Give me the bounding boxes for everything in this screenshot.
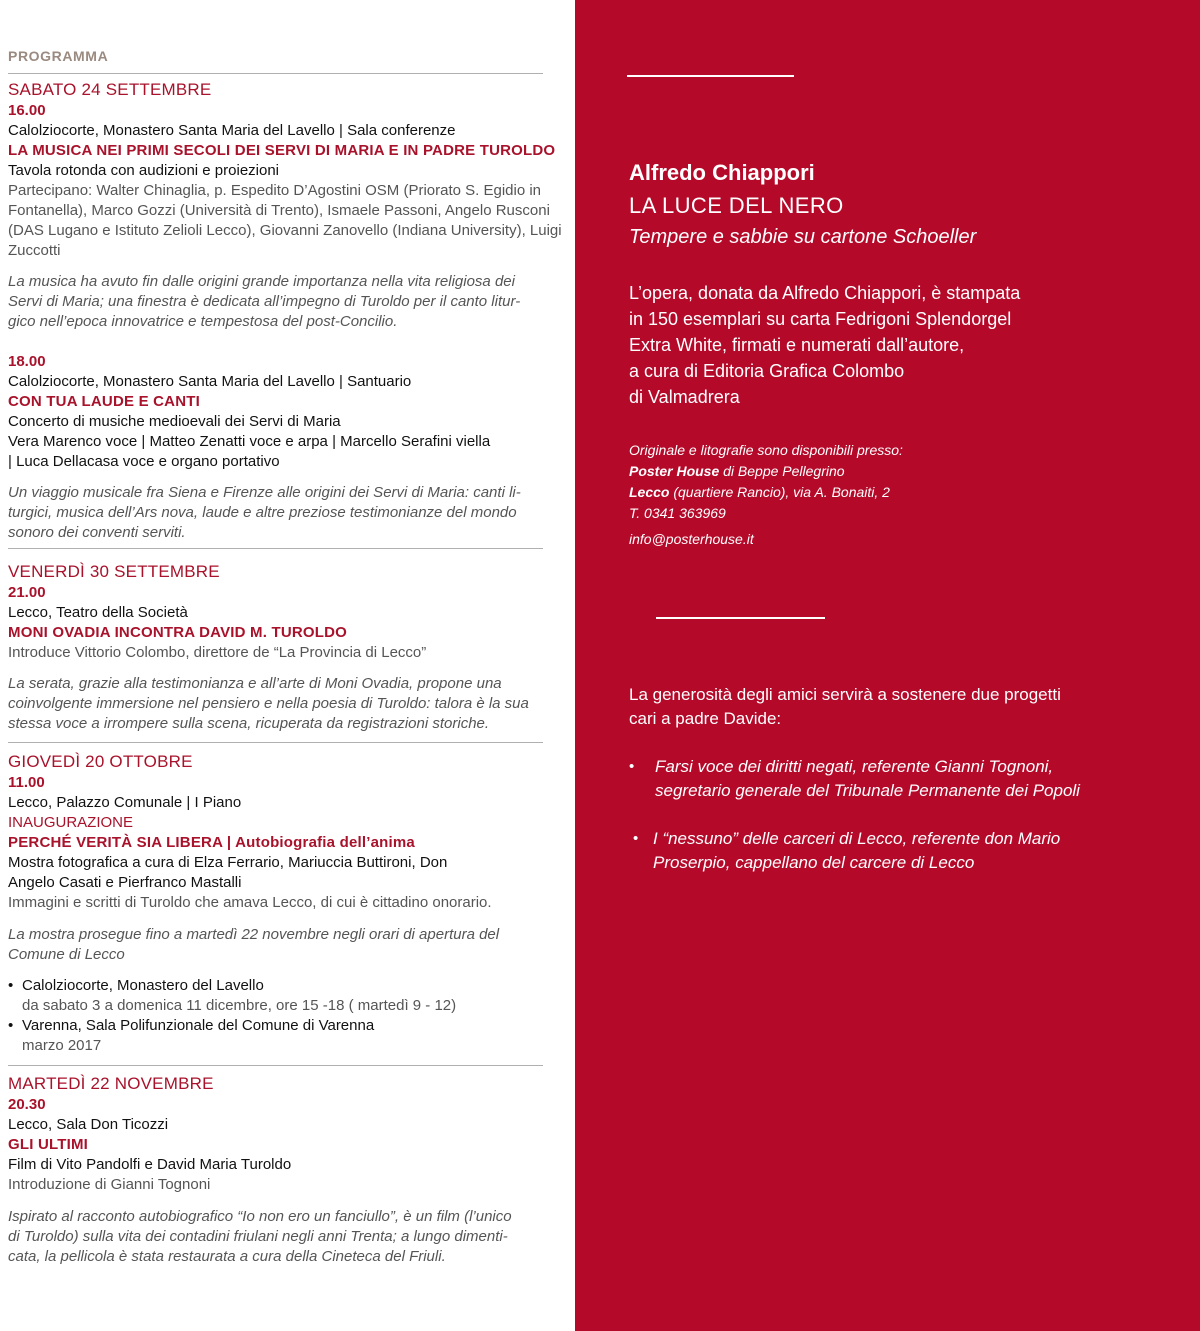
project-item: Proserpio, cappellano del carcere di Lecco <box>653 853 975 872</box>
shop-owner: di Beppe Pellegrino <box>719 463 845 479</box>
shop-name: Poster House <box>629 463 720 479</box>
event-performers: | Luca Dellacasa voce e organo portativo <box>8 453 280 470</box>
artwork-description: in 150 esemplari su carta Fedrigoni Splendorgel <box>629 309 1012 329</box>
event-subtitle: Mostra fotografica a cura di Elza Ferrario, Mariuccia Buttironi, Don <box>8 854 448 871</box>
shop-email[interactable]: info@posterhouse.it <box>629 531 754 547</box>
divider <box>8 548 543 549</box>
event-time: 21.00 <box>8 584 46 601</box>
event-subtitle: Film di Vito Pandolfi e David Maria Turoldo <box>8 1156 292 1173</box>
event-title: MONI OVADIA INCONTRA DAVID M. TUROLDO <box>8 624 348 641</box>
event-description: stessa voce a irrompere sulla scena, ricuperata da registrazioni storiche. <box>8 715 490 732</box>
event-location: Lecco, Palazzo Comunale | I Piano <box>8 794 242 811</box>
divider <box>8 73 543 74</box>
artwork-technique: Tempere e sabbie su cartone Schoeller <box>629 226 977 248</box>
availability-note: Originale e litografie sono disponibili presso: <box>629 442 903 458</box>
address-line <box>629 482 890 503</box>
event-location: Lecco, Sala Don Ticozzi <box>8 1116 169 1133</box>
divider <box>8 1065 543 1066</box>
artwork-description: a cura di Editoria Grafica Colombo <box>629 361 905 381</box>
event-time: 16.00 <box>8 102 46 119</box>
event-description: La musica ha avuto fin dalle origini grande importanza nella vita religiosa dei <box>8 273 515 290</box>
event-subtitle: Tavola rotonda con audizioni e proiezioni <box>8 162 280 179</box>
event-description: turgici, musica dell’Ars nova, laude e altre preziose testimonianze del mondo <box>8 504 517 521</box>
event-location: Calolziocorte, Monastero Santa Maria del Lavello | Sala conferenze <box>8 122 456 139</box>
event-day: VENERDÌ 30 SETTEMBRE <box>8 562 220 581</box>
event-note: Immagini e scritti di Turoldo che amava Lecco, di cui è cittadino onorario. <box>8 894 492 911</box>
bullet-icon: • <box>8 977 14 994</box>
event-day: SABATO 24 SETTEMBRE <box>8 80 212 99</box>
project-item: segretario generale del Tribunale Permanente dei Popoli <box>655 781 1080 800</box>
event-title: LA MUSICA NEI PRIMI SECOLI DEI SERVI DI MARIA E IN PADRE TUROLDO <box>8 142 556 159</box>
event-intro: Introduzione di Gianni Tognoni <box>8 1176 211 1193</box>
generosity-text: La generosità degli amici servirà a sostenere due progetti <box>629 685 1061 704</box>
project-item: Farsi voce dei diritti negati, referente Gianni Tognoni, <box>655 757 1054 776</box>
event-description: Ispirato al racconto autobiografico “Io non ero un fanciullo”, è un film (l’unico <box>8 1208 512 1225</box>
event-day: GIOVEDÌ 20 OTTOBRE <box>8 752 193 771</box>
event-performers: Vera Marenco voce | Matteo Zenatti voce e arpa | Marcello Serafini viella <box>8 433 491 450</box>
event-subtitle: Concerto di musiche medioevali dei Servi di Maria <box>8 413 341 430</box>
artwork-description: Extra White, firmati e numerati dall’autore, <box>629 335 965 355</box>
decorative-rule <box>627 75 794 77</box>
event-participants: Zuccotti <box>8 242 61 259</box>
venue-name: Calolziocorte, Monastero del Lavello <box>22 977 264 994</box>
decorative-rule <box>656 617 825 619</box>
venue-detail: marzo 2017 <box>22 1037 102 1054</box>
event-subtitle: Angelo Casati e Pierfranco Mastalli <box>8 874 242 891</box>
event-description: coinvolgente immersione nel pensiero e nella poesia di Turoldo: talora è la sua <box>8 695 529 712</box>
event-time: 18.00 <box>8 353 46 370</box>
artist-name: Alfredo Chiappori <box>629 160 815 185</box>
artwork-description: L’opera, donata da Alfredo Chiappori, è stampata <box>629 283 1021 303</box>
event-description: di Turoldo) sulla vita dei contadini friulani negli anni Trenta; a lungo dimenti- <box>8 1228 508 1245</box>
venue-name: Varenna, Sala Polifunzionale del Comune di Varenna <box>22 1017 375 1034</box>
divider <box>8 742 543 743</box>
venue-detail: da sabato 3 a domenica 11 dicembre, ore 15 -18 ( martedì 9 - 12) <box>22 997 457 1014</box>
event-description: Comune di Lecco <box>8 946 125 963</box>
event-description: Servi di Maria; una finestra è dedicata all’impegno di Turoldo per il canto litur- <box>8 293 521 310</box>
event-time: 20.30 <box>8 1096 46 1113</box>
generosity-text: cari a padre Davide: <box>629 709 782 728</box>
event-time: 11.00 <box>8 774 45 791</box>
event-participants: (DAS Lugano e Istituto Zelioli Lecco), Giovanni Zanovello (Indiana University), Luigi <box>8 222 562 239</box>
artwork-title: LA LUCE DEL NERO <box>629 193 844 218</box>
event-intro: Introduce Vittorio Colombo, direttore de “La Provincia di Lecco” <box>8 644 427 661</box>
artwork-description: di Valmadrera <box>629 387 740 407</box>
program-label: PROGRAMMA <box>8 48 109 64</box>
bullet-icon: • <box>629 758 635 775</box>
bullet-icon: • <box>8 1017 14 1034</box>
project-item: I “nessuno” delle carceri di Lecco, referente don Mario <box>653 829 1061 848</box>
event-location: Calolziocorte, Monastero Santa Maria del Lavello | Santuario <box>8 373 412 390</box>
bullet-icon: • <box>633 830 639 847</box>
event-location: Lecco, Teatro della Società <box>8 604 188 621</box>
event-description: gico nell’epoca innovatrice e tempestosa del post-Concilio. <box>8 313 398 330</box>
shop-line <box>629 461 845 482</box>
event-title: GLI ULTIMI <box>8 1136 89 1153</box>
event-description: cata, la pellicola è stata restaurata a cura della Cineteca del Friuli. <box>8 1248 446 1265</box>
shop-address: (quartiere Rancio), via A. Bonaiti, 2 <box>669 484 890 500</box>
event-tag: INAUGURAZIONE <box>8 814 134 831</box>
shop-city: Lecco <box>629 484 670 500</box>
event-description: sonoro dei conventi serviti. <box>8 524 186 541</box>
event-day: MARTEDÌ 22 NOVEMBRE <box>8 1074 214 1093</box>
event-participants: Fontanella), Marco Gozzi (Università di Trento), Ismaele Passoni, Angelo Rusconi <box>8 202 550 219</box>
event-title: PERCHÉ VERITÀ SIA LIBERA | Autobiografia dell’anima <box>8 834 415 851</box>
shop-phone: T. 0341 363969 <box>629 505 726 521</box>
event-participants: Partecipano: Walter Chinaglia, p. Espedito D’Agostini OSM (Priorato S. Egidio in <box>8 182 542 199</box>
artwork-panel <box>575 0 1200 1331</box>
event-description: La serata, grazie alla testimonianza e all’arte di Moni Ovadia, propone una <box>8 675 502 692</box>
event-description: Un viaggio musicale fra Siena e Firenze alle origini dei Servi di Maria: canti li- <box>8 484 521 501</box>
event-title: CON TUA LAUDE E CANTI <box>8 393 200 410</box>
event-description: La mostra prosegue fino a martedì 22 novembre negli orari di apertura del <box>8 926 500 943</box>
